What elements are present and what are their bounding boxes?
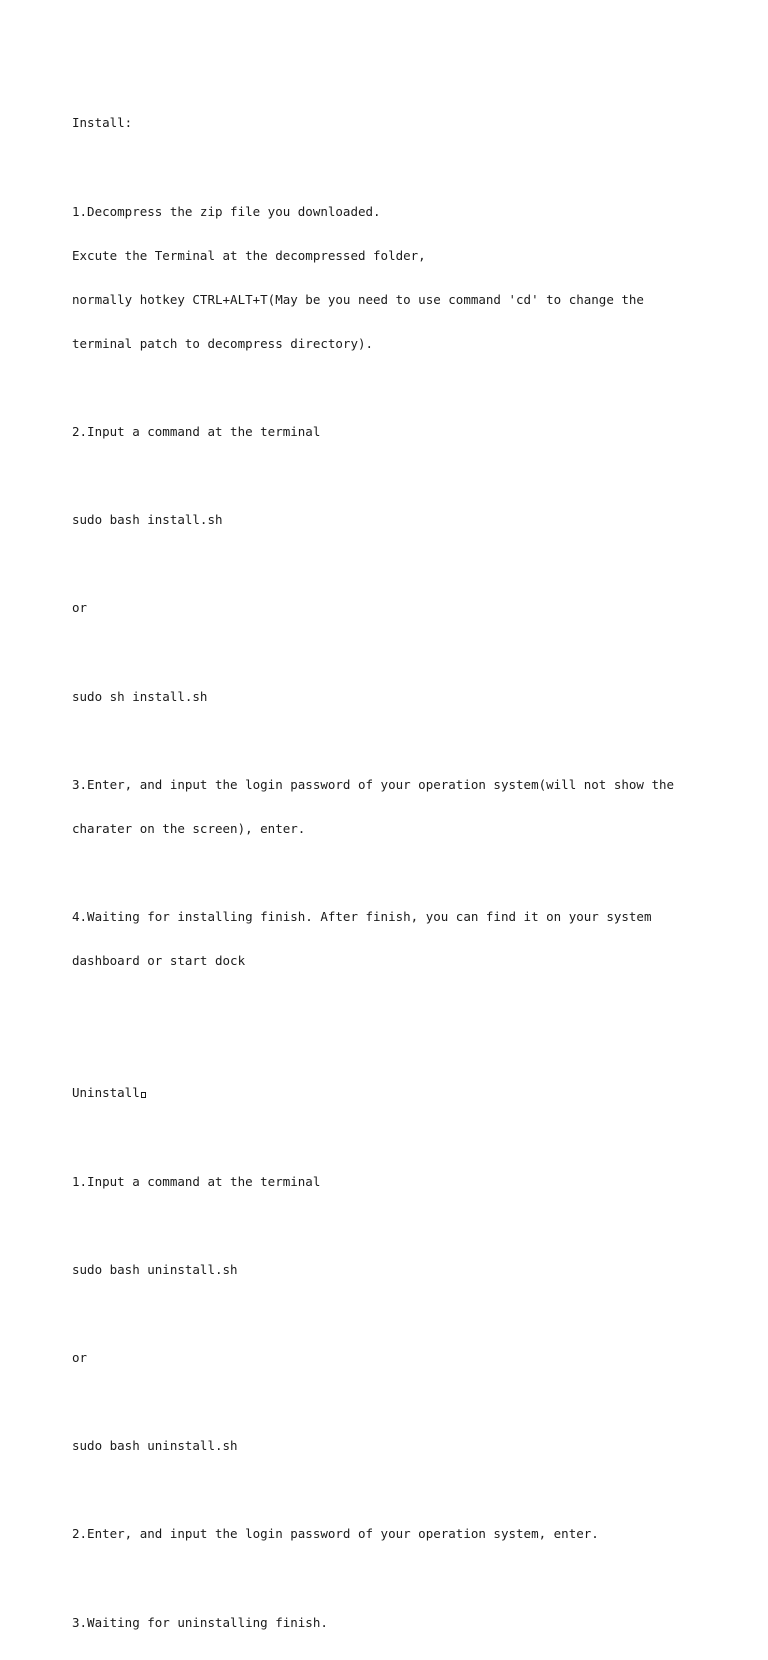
install-step-1-line-4: terminal patch to decompress directory).: [72, 335, 374, 351]
blank-line: [72, 1572, 712, 1587]
blank-line: [72, 734, 712, 749]
uninstall-command-1: sudo bash uninstall.sh: [72, 1261, 238, 1277]
blank-line: [72, 557, 712, 572]
blank-line: [72, 381, 712, 396]
install-command-2: sudo sh install.sh: [72, 688, 208, 704]
blank-line: [72, 1131, 712, 1146]
install-step-4-line-1: 4.Waiting for installing finish. After finish, you can find it on your system: [72, 909, 652, 925]
blank-line: [72, 1219, 712, 1234]
install-step-1-line-2: Excute the Terminal at the decompressed folder,: [72, 247, 426, 263]
blank-line: [72, 161, 712, 176]
blank-line: [72, 998, 712, 1013]
uninstall-step-3: 3.Waiting for uninstalling finish.: [72, 1614, 328, 1630]
install-step-3-line-2: charater on the screen), enter.: [72, 820, 306, 836]
missing-glyph-icon: [141, 1092, 146, 1098]
blank-line: [72, 1395, 712, 1410]
install-heading: Install:: [72, 115, 133, 131]
uninstall-or: or: [72, 1350, 88, 1366]
blank-line: [72, 1042, 712, 1057]
blank-line: [72, 646, 712, 661]
install-step-1-line-1: 1.Decompress the zip file you downloaded.: [72, 203, 381, 219]
blank-line: [72, 1483, 712, 1498]
uninstall-step-2: 2.Enter, and input the login password of your operation system, enter.: [72, 1526, 599, 1542]
install-or: or: [72, 600, 88, 616]
install-step-1-line-3: normally hotkey CTRL+ALT+T(May be you need to use command 'cd' to change the: [72, 291, 644, 307]
blank-line: [72, 866, 712, 881]
install-step-3-line-1: 3.Enter, and input the login password of your operation system(will not show the: [72, 776, 675, 792]
install-command-1: sudo bash install.sh: [72, 512, 223, 528]
install-step-4-line-2: dashboard or start dock: [72, 953, 246, 969]
uninstall-command-2: sudo bash uninstall.sh: [72, 1438, 238, 1454]
blank-line: [72, 469, 712, 484]
uninstall-step-1: 1.Input a command at the terminal: [72, 1173, 321, 1189]
document-text: [72, 87, 712, 1660]
blank-line: [72, 1307, 712, 1322]
uninstall-heading: Uninstall: [72, 1085, 140, 1101]
uninstall-heading-row: [72, 1086, 712, 1101]
install-step-2: 2.Input a command at the terminal: [72, 424, 321, 440]
